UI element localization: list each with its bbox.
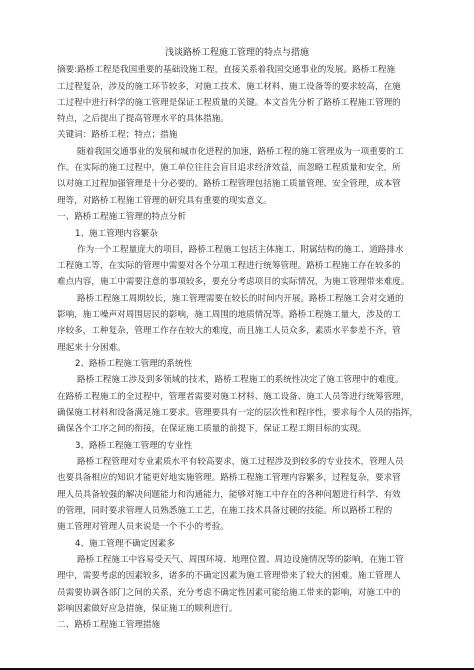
body-line: 影响因素做好应急措施，保证施工的顺利进行。 <box>57 604 238 614</box>
body-line: 的管理，同时要求管理人员熟悉施工工艺，在施工技术具备过硬的技能。所以路桥工程的 <box>57 506 393 516</box>
body-line: 也要具备相应的知识才能更好地实施管理。路桥工程施工管理内容繁多，过程复杂，要求管 <box>57 473 401 483</box>
subsection-heading-1: 1、施工管理内容繁杂 <box>75 229 158 239</box>
intro-line: 以对施工过程加强管理是十分必要的。路桥工程管理包括施工质量管理、安全管理，成本管 <box>57 179 401 189</box>
subsection-heading-3: 3、路桥工程施工管理的专业性 <box>75 441 193 451</box>
body-line: 路桥工程施工中容易受天气、周围环境、地理位置、周边设施情况等的影响，在施工管 <box>77 555 404 565</box>
abstract-line: 工过程中进行科学的施工管理是保证工程质量的关键。本文首先分析了路桥工程施工管理的 <box>57 98 401 108</box>
abstract-line: 特点，之后提出了提高管理水平的具体措施。 <box>57 114 229 124</box>
body-line: 员需要协调各部门之间的关系，充分考虑不确定性因素可能给施工带来的影响，对施工中的 <box>57 588 401 598</box>
body-line: 理起来十分困难。 <box>57 343 126 353</box>
body-line: 工程施工等，在实际的管理中需要对各个分项工程进行统筹管理。路桥工程施工存在较多的 <box>57 261 401 271</box>
section-heading-2: 二、路桥工程施工管理措施 <box>57 620 161 630</box>
body-line: 作为一个工程量庞大的项目，路桥工程施工包括主体施工、附属结构的施工、道路排水 <box>77 245 404 255</box>
intro-line: 理等，对路桥工程施工管理的研究具有重要的现实意义。 <box>57 196 272 206</box>
body-line: 路桥工程施工涉及到多领域的技术，路桥工程施工的系统性决定了施工管理中的难度。 <box>77 375 404 385</box>
body-line: 确保施工材料和设备满足施工要求。管理要具有一定的层次性和程序性，要求每个人员的指挥， <box>57 408 418 418</box>
document-title: 浅谈路桥工程施工管理的特点与措施 <box>164 48 309 58</box>
intro-line: 随着我国交通事业的发展和城市化进程的加速，路桥工程的施工管理成为一项重要的工 <box>77 147 404 157</box>
subsection-heading-2: 2、路桥工程施工管理的系统性 <box>75 359 193 369</box>
body-line: 理人员具备较强的解决问题能力和沟通能力，能够对施工中存在的各种问题进行科学、有效 <box>57 490 401 500</box>
body-line: 路桥工程施工周期较长，施工管理需要在较长的时间内开展。路桥工程施工会对交通的 <box>77 294 404 304</box>
intro-line: 作。在实际的施工过程中，施工单位往往会盲目追求经济效益，而忽略工程质量和安全，所 <box>57 163 401 173</box>
body-line: 序较多，工种复杂，管理工作存在较大的难度，而且施工人员众多，素质水平参差不齐，管 <box>57 326 401 336</box>
body-line: 影响，施工噪声对周围居民的影响，施工周围的地质情况等。路桥工程施工量大，涉及的工 <box>57 310 401 320</box>
abstract-line: 工过程复杂，涉及的施工环节较多，对施工技术、施工材料、施工设备等的要求较高，在施 <box>57 82 401 92</box>
body-line: 在路桥工程施工的全过程中，管理者需要对施工材料、施工设备、施工人员等进行统筹管理， <box>57 392 410 402</box>
abstract-line: 摘要:路桥工程是我国重要的基础设施工程，直接关系着我国交通事业的发展。路桥工程施 <box>57 65 396 75</box>
body-line: 难点内容，施工中需要注意的事项较多，要充分考虑项目的实际情况，为施工管理带来难度。 <box>57 277 410 287</box>
section-heading-1: 一、路桥工程施工管理的特点分析 <box>57 212 186 222</box>
subsection-heading-4: 4、施工管理不确定因素多 <box>75 539 175 549</box>
body-line: 理中，需要考虑的因素较多，诸多的不确定因素为施工管理带来了较大的困难。施工管理人 <box>57 571 401 581</box>
keywords-line: 关键词：路桥工程；特点；措施 <box>57 130 178 140</box>
body-line: 确保各个工序之间的衔接，在保证施工质量的前提下，保证工程工期目标的实现。 <box>57 424 367 434</box>
body-line: 施工管理对管理人员来说是一个不小的考验。 <box>57 522 229 532</box>
body-line: 路桥工程管理对专业素质水平有较高要求，施工过程涉及到较多的专业技术，管理人员 <box>77 457 404 467</box>
